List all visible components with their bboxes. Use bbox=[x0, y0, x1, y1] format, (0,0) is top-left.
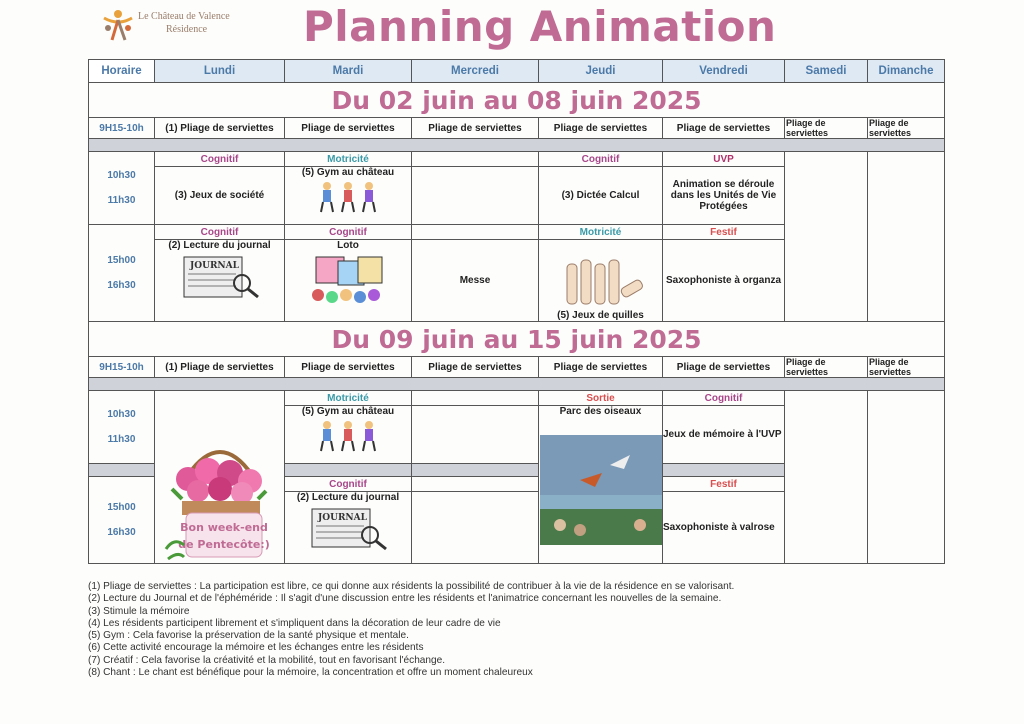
week1-am-vendredi: Animation se déroule dans les Unités de Vie Protégées bbox=[663, 167, 785, 225]
week2-am-mardi: (5) Gym au château bbox=[285, 406, 412, 464]
header-mercredi: Mercredi bbox=[412, 60, 539, 83]
week1-pm-mardi: Loto bbox=[285, 240, 412, 322]
footnote: (5) Gym : Cela favorise la préservation de la santé physique et mentale. bbox=[88, 630, 409, 642]
flower-basket-illustration bbox=[158, 429, 282, 563]
week1-pm-cat-jeudi: Motricité bbox=[539, 225, 663, 240]
page-title: Planning Animation bbox=[303, 2, 777, 51]
footnote: (7) Créatif : Cela favorise la créativité et la mobilité, tout en favorisant l'échange. bbox=[88, 654, 446, 666]
week2-pm-cat-mardi: Cognitif bbox=[285, 477, 412, 492]
card-line2: de Pentecôte:) bbox=[177, 538, 270, 551]
header-samedi: Samedi bbox=[785, 60, 868, 83]
header-vendredi: Vendredi bbox=[663, 60, 785, 83]
week1-slot1-mercredi: Pliage de serviettes bbox=[412, 118, 539, 139]
week1-slot1-vendredi: Pliage de serviettes bbox=[663, 118, 785, 139]
week2-pm-vendredi: Saxophoniste à valrose bbox=[663, 492, 785, 564]
week1-pm-lundi: (2) Lecture du journal JOURNAL bbox=[155, 240, 285, 322]
week1-pm-vendredi: Saxophoniste à organza bbox=[663, 240, 785, 322]
header-row bbox=[89, 60, 945, 83]
week1-slot1-jeudi: Pliage de serviettes bbox=[539, 118, 663, 139]
footnote: (6) Cette activité encourage la mémoire et les échanges entre les résidents bbox=[88, 642, 424, 654]
week2-am-vendredi: Jeux de mémoire à l'UVP bbox=[663, 406, 785, 464]
week1-slot1-mardi: Pliage de serviettes bbox=[285, 118, 412, 139]
gym-illustration bbox=[313, 178, 383, 214]
week2-slot1-jeudi: Pliage de serviettes bbox=[539, 357, 663, 378]
week2-slot1-samedi: Pliage de serviettes bbox=[785, 357, 868, 378]
header-mardi: Mardi bbox=[285, 60, 412, 83]
week1-am-jeudi: (3) Dictée Calcul bbox=[539, 167, 663, 225]
header-jeudi: Jeudi bbox=[539, 60, 663, 83]
week1-am-mardi: (5) Gym au château bbox=[285, 167, 412, 225]
week2-pm-mardi: (2) Lecture du journal JOURNAL bbox=[285, 492, 412, 564]
header-horaire: Horaire bbox=[89, 60, 155, 83]
week1-am-cat-vendredi: UVP bbox=[663, 152, 785, 167]
gym-illustration bbox=[313, 417, 383, 453]
week1-pm-cat-vendredi: Festif bbox=[663, 225, 785, 240]
footnotes bbox=[88, 581, 734, 679]
newspaper-illustration bbox=[306, 503, 390, 553]
week2-slot1-row bbox=[89, 357, 945, 378]
week2-am-cat-vendredi: Cognitif bbox=[663, 391, 785, 406]
footnote: (2) Lecture du Journal et de l'éphéméride : Il s'agit d'une discussion entre les résidents et l'animatrice concernant les nouvelles de la semaine. bbox=[88, 593, 722, 605]
week1-slot1-dimanche: Pliage de serviettes bbox=[868, 118, 945, 139]
week2-pm-time: 15h00 16h30 bbox=[89, 477, 155, 564]
week1-slot1-lundi: (1) Pliage de serviettes bbox=[155, 118, 285, 139]
week1-am-cat-mardi: Motricité bbox=[285, 152, 412, 167]
footnote: (3) Stimule la mémoire bbox=[88, 605, 190, 617]
week2-slot1-mardi: Pliage de serviettes bbox=[285, 357, 412, 378]
footnote: (1) Pliage de serviettes : La participation est libre, ce qui donne aux résidents la possibilité de contribuer à la vie de la résidence en se valorisant. bbox=[88, 581, 735, 592]
week2-lundi-card bbox=[155, 391, 285, 564]
week2-am-jeudi: Parc des oiseaux bbox=[539, 406, 663, 564]
logo-text: Le Château de Valence Résidence bbox=[138, 11, 230, 35]
week1-slot1-samedi: Pliage de serviettes bbox=[785, 118, 868, 139]
week1-pm-jeudi: (5) Jeux de quilles bbox=[539, 240, 663, 322]
svg-text:JOURNAL: JOURNAL bbox=[318, 513, 367, 523]
bird-park-photo bbox=[540, 435, 662, 545]
bingo-illustration bbox=[306, 251, 390, 307]
week2-pm-cat-vendredi: Festif bbox=[663, 477, 785, 492]
newspaper-illustration bbox=[178, 251, 262, 303]
week1-pm-time: 15h00 16h30 bbox=[89, 225, 155, 322]
week2-slot1-time: 9H15-10h bbox=[89, 357, 155, 378]
card-line1: Bon week-end bbox=[179, 521, 268, 534]
week1-slot1-row bbox=[89, 118, 945, 139]
skittles-illustration bbox=[559, 256, 643, 310]
week1-pm-cat-mardi: Cognitif bbox=[285, 225, 412, 240]
header-lundi: Lundi bbox=[155, 60, 285, 83]
week2-range: Du 09 juin au 15 juin 2025 bbox=[89, 322, 945, 357]
week2-am-cat-mardi: Motricité bbox=[285, 391, 412, 406]
week1-am-time: 10h30 11h30 bbox=[89, 152, 155, 225]
week1-am-cat-lundi: Cognitif bbox=[155, 152, 285, 167]
header-dimanche: Dimanche bbox=[868, 60, 945, 83]
week1-pm-cat-lundi: Cognitif bbox=[155, 225, 285, 240]
week1-slot1-time: 9H15-10h bbox=[89, 118, 155, 139]
week1-am-lundi: (3) Jeux de société bbox=[155, 167, 285, 225]
separator bbox=[89, 139, 945, 152]
footnote: (4) Les résidents participent librement et s'impliquent dans la décoration de leur cadre de vie bbox=[88, 617, 501, 629]
week2-am-cat-jeudi: Sortie bbox=[539, 391, 663, 406]
week2-am-time: 10h30 11h30 bbox=[89, 391, 155, 464]
week1-pm-mercredi: Messe bbox=[412, 240, 539, 322]
week2-slot1-dimanche: Pliage de serviettes bbox=[868, 357, 945, 378]
svg-text:JOURNAL: JOURNAL bbox=[189, 261, 239, 271]
footnote: (8) Chant : Le chant est bénéfique pour la mémoire, la concentration et offre un moment chaleureux bbox=[88, 667, 533, 679]
week2-slot1-vendredi: Pliage de serviettes bbox=[663, 357, 785, 378]
week2-slot1-lundi: (1) Pliage de serviettes bbox=[155, 357, 285, 378]
separator bbox=[89, 378, 945, 391]
planning-table bbox=[88, 59, 945, 564]
week1-am-cat-jeudi: Cognitif bbox=[539, 152, 663, 167]
week2-slot1-mercredi: Pliage de serviettes bbox=[412, 357, 539, 378]
week1-range: Du 02 juin au 08 juin 2025 bbox=[89, 83, 945, 118]
